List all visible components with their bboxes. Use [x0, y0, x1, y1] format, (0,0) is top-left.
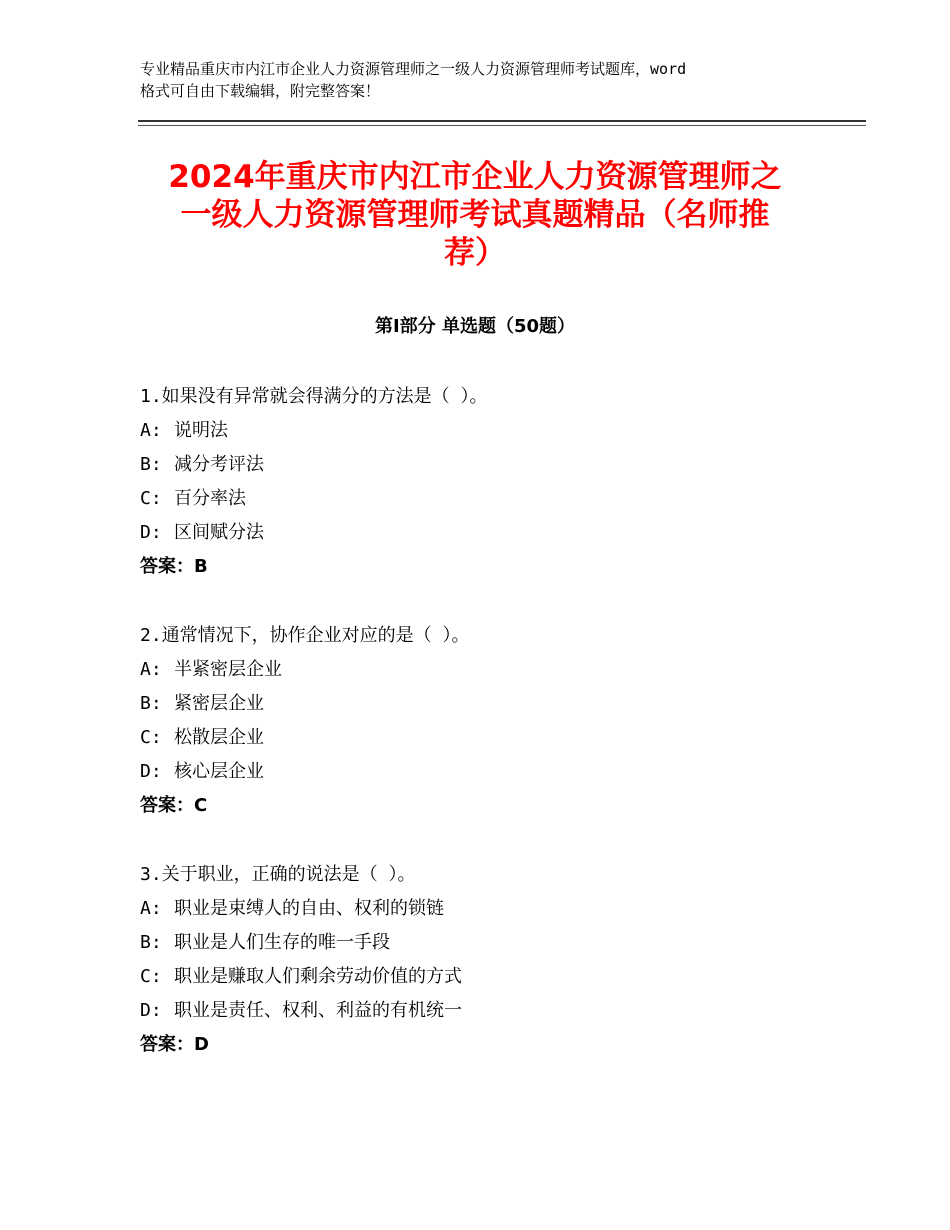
option-text: 区间赋分法: [174, 522, 264, 543]
option-letter: C:: [140, 488, 162, 509]
answer-label: 答案：C: [140, 795, 208, 816]
option-d: [140, 994, 840, 1028]
title-line-3: 荐）: [444, 235, 506, 271]
option-c: [140, 960, 840, 994]
option-b: [140, 448, 840, 482]
question-stem: 1.如果没有异常就会得满分的方法是（ ）。: [140, 386, 488, 407]
option-letter: D:: [140, 761, 162, 782]
option-a: [140, 653, 840, 687]
option-d: [140, 755, 840, 789]
option-letter: C:: [140, 727, 162, 748]
option-b: [140, 687, 840, 721]
document-title: [130, 158, 820, 272]
question-stem: 2.通常情况下，协作企业对应的是（ ）。: [140, 625, 470, 646]
option-text: 职业是赚取人们剩余劳动价值的方式: [174, 966, 462, 987]
option-d: [140, 516, 840, 550]
option-a: [140, 892, 840, 926]
option-text: 职业是责任、权利、利益的有机统一: [174, 1000, 462, 1021]
option-letter: A:: [140, 898, 162, 919]
header-note: [140, 58, 840, 102]
header-note-line-2: 格式可自由下载编辑，附完整答案！: [140, 82, 381, 100]
question-3: [140, 858, 840, 1062]
option-text: 半紧密层企业: [174, 659, 282, 680]
title-line-1: 2024年重庆市内江市企业人力资源管理师之: [168, 159, 782, 195]
question-stem: 3.关于职业，正确的说法是（ ）。: [140, 864, 416, 885]
option-a: [140, 414, 840, 448]
option-c: [140, 482, 840, 516]
question-2: [140, 619, 840, 823]
answer-label: 答案：D: [140, 1034, 209, 1055]
header-divider-thin: [138, 125, 866, 126]
option-text: 核心层企业: [174, 761, 264, 782]
question-1: [140, 380, 840, 584]
option-letter: B:: [140, 454, 162, 475]
header-note-line-1: 专业精品重庆市内江市企业人力资源管理师之一级人力资源管理师考试题库，word: [140, 60, 687, 78]
option-letter: A:: [140, 659, 162, 680]
option-letter: B:: [140, 932, 162, 953]
option-letter: A:: [140, 420, 162, 441]
option-letter: D:: [140, 1000, 162, 1021]
option-text: 百分率法: [174, 488, 246, 509]
option-letter: D:: [140, 522, 162, 543]
header-divider-thick: [138, 120, 866, 122]
option-text: 紧密层企业: [174, 693, 264, 714]
option-text: 说明法: [174, 420, 228, 441]
option-letter: C:: [140, 966, 162, 987]
option-text: 松散层企业: [174, 727, 264, 748]
title-line-2: 一级人力资源管理师考试真题精品（名师推: [180, 197, 770, 233]
option-text: 减分考评法: [174, 454, 264, 475]
option-text: 职业是束缚人的自由、权利的锁链: [174, 898, 444, 919]
answer-label: 答案：B: [140, 556, 208, 577]
option-c: [140, 721, 840, 755]
option-letter: B:: [140, 693, 162, 714]
option-b: [140, 926, 840, 960]
option-text: 职业是人们生存的唯一手段: [174, 932, 390, 953]
section-heading: 第Ⅰ部分 单选题（50题）: [374, 316, 575, 337]
